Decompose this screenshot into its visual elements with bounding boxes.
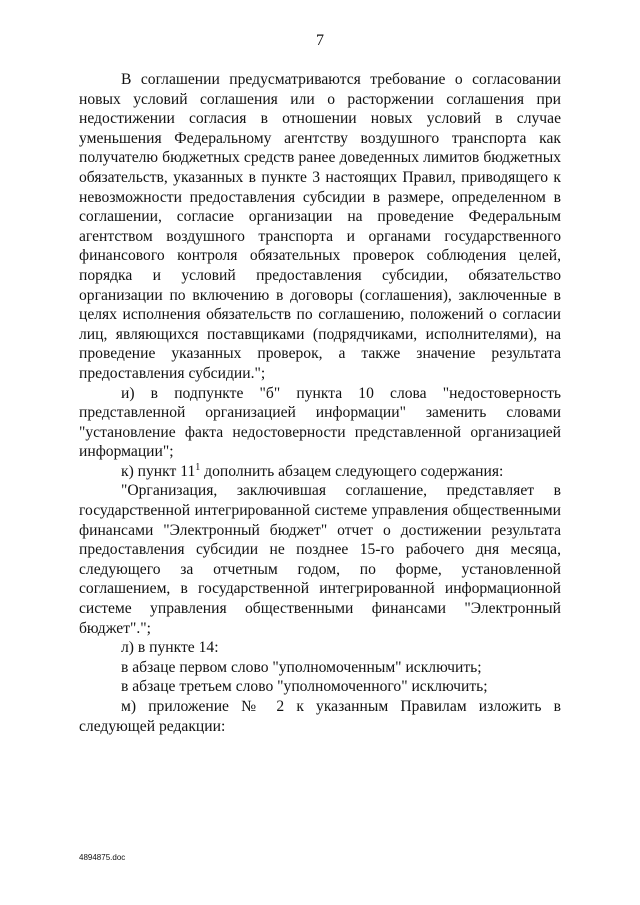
paragraph-first-abzac: в абзаце первом слово "уполномоченным" исключить;	[121, 658, 482, 676]
footer-file-name: 4894875.doc	[79, 853, 126, 862]
paragraph-item-m: м) приложение № 2 к указанным Правилам изложить в следующей редакции:	[79, 698, 561, 735]
paragraph-item-i: и) в подпункте "б" пункта 10 слова "недостоверность представленной организацией информации" заменить словами "установление факта недостоверности представленной организацией информации";	[79, 384, 561, 461]
paragraph-report-requirement: "Организация, заключившая соглашение, представляет в государственной интегрированной системе управления общественными финансами "Электронный бюджет" отчет о достижении результата предоставления субсидии не позднее 15-го рабочего дня месяца, следующего за отчетным годом, по форме, установленной соглашением, в государственной интегрированной информационной системе управления общественными финансами "Электронный бюджет".";	[79, 482, 561, 637]
superscript-index: 1	[195, 461, 201, 473]
paragraph-item-k	[79, 462, 561, 482]
paragraph-item-k-lead: к) пункт 11	[121, 462, 196, 480]
paragraph-item-l: л) в пункте 14:	[121, 639, 219, 657]
paragraph-item-k-tail: дополнить абзацем следующего содержания:	[200, 462, 504, 480]
paragraph-agreement-terms: В соглашении предусматриваются требование о согласовании новых условий соглашения или о расторжении соглашения при недостижении согласия в отношении новых условий в случае уменьшения Федеральному агентству воздушного транспорта как получателю бюджетных средств ранее доведенных лимитов бюджетных обязательств, указанных в пункте 3 настоящих Правил, приводящего к невозможности предоставления субсидии в размере, определенном в соглашении, согласие организации на проведение Федеральным агентством воздушного транспорта и органами государственного финансового контроля обязательных проверок соблюдения целей, порядка и условий предоставления субсидии, обязательство организации по включению в договоры (соглашения), заключенные в целях исполнения обязательств по соглашению, положений о согласии лиц, являющихся поставщиками (подрядчиками, исполнителями), на проведение указанных проверок, а также значение результата предоставления субсидии.";	[79, 71, 561, 382]
page-number: 7	[316, 32, 324, 49]
document-body	[79, 70, 561, 736]
paragraph-third-abzac: в абзаце третьем слово "уполномоченного" исключить;	[121, 678, 488, 696]
